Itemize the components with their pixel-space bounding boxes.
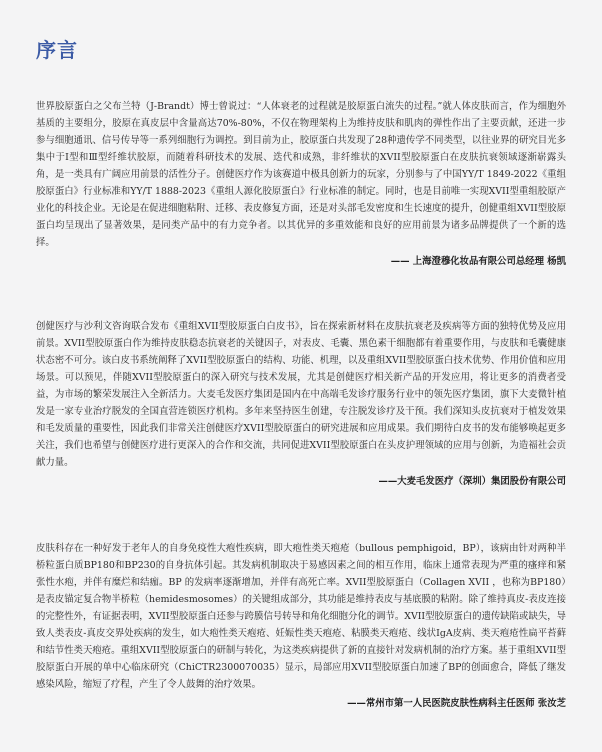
page-title: 序言 [36, 38, 78, 62]
preface-section-2 [36, 318, 566, 490]
preface-section-3 [36, 540, 566, 712]
preface-paragraph: 世界胶原蛋白之父布兰特（J-Brandt）博士曾说过：“人体衰老的过程就是胶原蛋白流失的过程。”就人体皮肤而言，作为细胞外基质的主要组分，胶原在真皮层中含量高达70%-80%，不仅在物理架构上为维持皮肤和肌肉的弹性作出了主要贡献，还进一步参与细胞通讯、信号传导等一系列细胞行为调控。到目前为止，胶原蛋白共发现了28种遗传学不同类型，以往业界的研究目光多集中于Ⅰ型和Ⅲ型纤维状胶原，而随着科研技术的发展、迭代和成熟，非纤维状的XVII型胶原蛋白在皮肤抗衰领域逐渐崭露头角，是一类具有广阔应用前景的活性分子。创健医疗作为该赛道中极具创新力的玩家，分别参与了中国YY/T 1849-2022《重组胶原蛋白》行业标准和YY/T 1888-2023《重组人源化胶原蛋白》行业标准的制定。同时，也是目前唯一实现XVII型重组胶原产业化的科技企业。无论是在促进细胞粘附、迁移、表皮修复方面，还是对头部毛发密度和生长速度的提升，创健重组XVII型胶原蛋白均呈现出了显著效果，是同类产品中的有力竞争者。以其优异的多重效能和良好的应用前景为诸多品牌提供了一个新的选择。 [36, 101, 566, 248]
preface-paragraph: 创健医疗与沙利文咨询联合发布《重组XVII型胶原蛋白白皮书》，旨在探索新材料在皮肤抗衰老及疾病等方面的独特优势及应用前景。XVII型胶原蛋白作为维持皮肤稳态抗衰老的关键因子，对表皮、毛囊、黑色素干细胞都有着重要作用，与皮肤和毛囊健康状态密不可分。该白皮书系统阐释了XVII型胶原蛋白的结构、功能、机理，以及重组XVII型胶原蛋白技术优势、作用价值和应用场景。可以预见，伴随XVII型胶原蛋白的深入研究与技术发展，尤其是创健医疗相关新产品的开发应用，将让更多的消费者受益，为市场的繁荣发展注入全新活力。大麦毛发医疗集团是国内在中高端毛发诊疗服务行业中的领先医疗集团，旗下大麦微针植发是一家专业治疗脱发的全国直营连锁医疗机构。多年来坚持医生创建，专注脱发诊疗及干预。我们深知头皮抗衰对于植发效果和毛发质量的重要性，因此我们非常关注创健医疗XVII型胶原蛋白的研究进展和应用成果。我们期待白皮书的发布能够唤起更多关注，我们也希望与创健医疗进行更深入的合作和交流，共同促进XVII型胶原蛋白在头皮护理领域的应用与创新，为造福社会贡献力量。 [36, 321, 566, 468]
preface-signature: ——常州市第一人民医院皮肤性病科主任医师 张汝芝 [347, 698, 566, 709]
preface-paragraph: 皮肤科存在一种好发于老年人的自身免疫性大疱性疾病，即大疱性类天疱疮（bullous pemphigoid，BP），该病由针对两种半桥粒蛋白质BP180和BP230的自身抗体引起。其发病机制取决于易感因素之间的相互作用，临床上通常表现为严重的瘙痒和紧张性水疱，并伴有糜烂和结痂。BP 的发病率逐渐增加，并伴有高死亡率。XVII型胶原蛋白（Collagen XVII ，也称为BP180）是表皮锚定复合物半桥粒（hemidesmosomes）的关键组成部分，其功能是维持表皮与基底膜的粘附。除了维持真皮-表皮连接的完整性外，有证据表明，XVII型胶原蛋白还参与跨膜信号转导和角化细胞分化的调节。XVII型胶原蛋白的遗传缺陷或缺失，导致人类表皮-真皮交界处疾病的发生，如大疱性类天疱疮、妊娠性类天疱疮、粘膜类天疱疮、线状IgA皮病、类天疱疮性扁平苔藓和结节性类天疱疮。重组XVII型胶原蛋白的研制与转化，为这类疾病提供了新的直接针对发病机制的治疗方案。基于重组XVII型胶原蛋白开展的单中心临床研究（ChiCTR2300070035）显示，局部应用XVII型胶原蛋白加速了BP的创面愈合，降低了继发感染风险，缩短了疗程，产生了令人鼓舞的治疗效果。 [36, 543, 566, 690]
preface-section-1 [36, 98, 566, 270]
preface-signature: ——大麦毛发医疗（深圳）集团股份有限公司 [378, 476, 566, 487]
preface-signature: —— 上海澄穆化妆品有限公司总经理 杨凯 [390, 256, 566, 267]
